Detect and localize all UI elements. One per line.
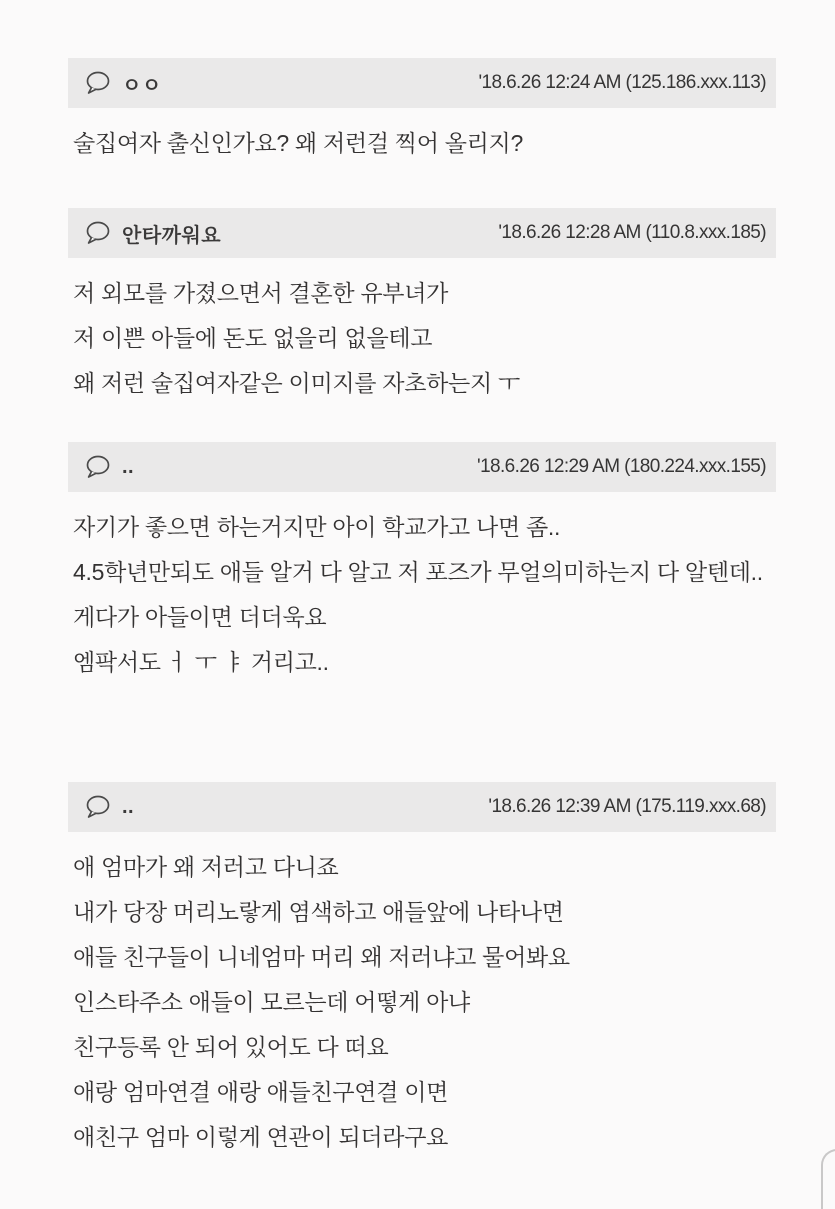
comment-text-line: 저 외모를 가졌으면서 결혼한 유부녀가 <box>73 280 449 306</box>
comment-header <box>68 442 776 492</box>
comment-author: .. <box>122 455 135 478</box>
comment-body <box>68 258 776 406</box>
speech-bubble-icon <box>84 454 112 480</box>
comment-text-line: 애들 친구들이 니네엄마 머리 왜 저러냐고 물어봐요 <box>73 944 570 970</box>
comment-text-line: 인스타주소 애들이 모르는데 어떻게 아냐 <box>73 989 470 1015</box>
speech-bubble-icon <box>84 220 112 246</box>
comment-body <box>68 108 776 166</box>
comment-body <box>68 832 776 1160</box>
comment-header <box>68 782 776 832</box>
comment-text-line: 내가 당장 머리노랗게 염색하고 애들앞에 나타나면 <box>73 899 564 925</box>
comment-author: .. <box>122 795 135 818</box>
comment-item <box>68 442 776 685</box>
comment-text-line: 애 엄마가 왜 저러고 다니죠 <box>73 854 339 880</box>
rounded-corner-decoration <box>821 1149 835 1209</box>
comment-timestamp: '18.6.26 12:24 AM (125.186.xxx.113) <box>478 72 766 93</box>
comment-item <box>68 208 776 406</box>
comment-header <box>68 58 776 108</box>
comment-timestamp: '18.6.26 12:39 AM (175.119.xxx.68) <box>488 796 766 817</box>
comment-text-line: 4.5학년만되도 애들 알거 다 알고 저 포즈가 무얼의미하는지 다 알텐데.. <box>73 559 763 585</box>
comment-header <box>68 208 776 258</box>
comment-timestamp: '18.6.26 12:28 AM (110.8.xxx.185) <box>498 222 766 243</box>
comment-author: 안타까워요 <box>122 224 222 247</box>
comment-timestamp: '18.6.26 12:29 AM (180.224.xxx.155) <box>477 456 766 477</box>
speech-bubble-icon <box>84 70 112 96</box>
comment-body <box>68 492 776 685</box>
comment-text-line: 자기가 좋으면 하는거지만 아이 학교가고 나면 좀.. <box>73 514 561 540</box>
comment-item <box>68 782 776 1160</box>
comment-text-line: 게다가 아들이면 더더욱요 <box>73 604 327 630</box>
comment-text-line: 애친구 엄마 이렇게 연관이 되더라구요 <box>73 1124 449 1150</box>
comment-text-line: 친구등록 안 되어 있어도 다 떠요 <box>73 1034 389 1060</box>
comment-text-line: 엠팍서도 ㅓ ㅜ ㅑ 거리고.. <box>73 649 329 675</box>
comment-author: ㅇㅇ <box>122 74 162 97</box>
comment-text-line: 애랑 엄마연결 애랑 애들친구연결 이면 <box>73 1079 449 1105</box>
speech-bubble-icon <box>84 794 112 820</box>
comment-text-line: 술집여자 출신인가요? 왜 저런걸 찍어 올리지? <box>73 130 523 156</box>
comment-text-line: 왜 저런 술집여자같은 이미지를 자초하는지 ㅜ <box>73 370 520 396</box>
comment-item <box>68 58 776 166</box>
comment-text-line: 저 이쁜 아들에 돈도 없을리 없을테고 <box>73 325 433 351</box>
